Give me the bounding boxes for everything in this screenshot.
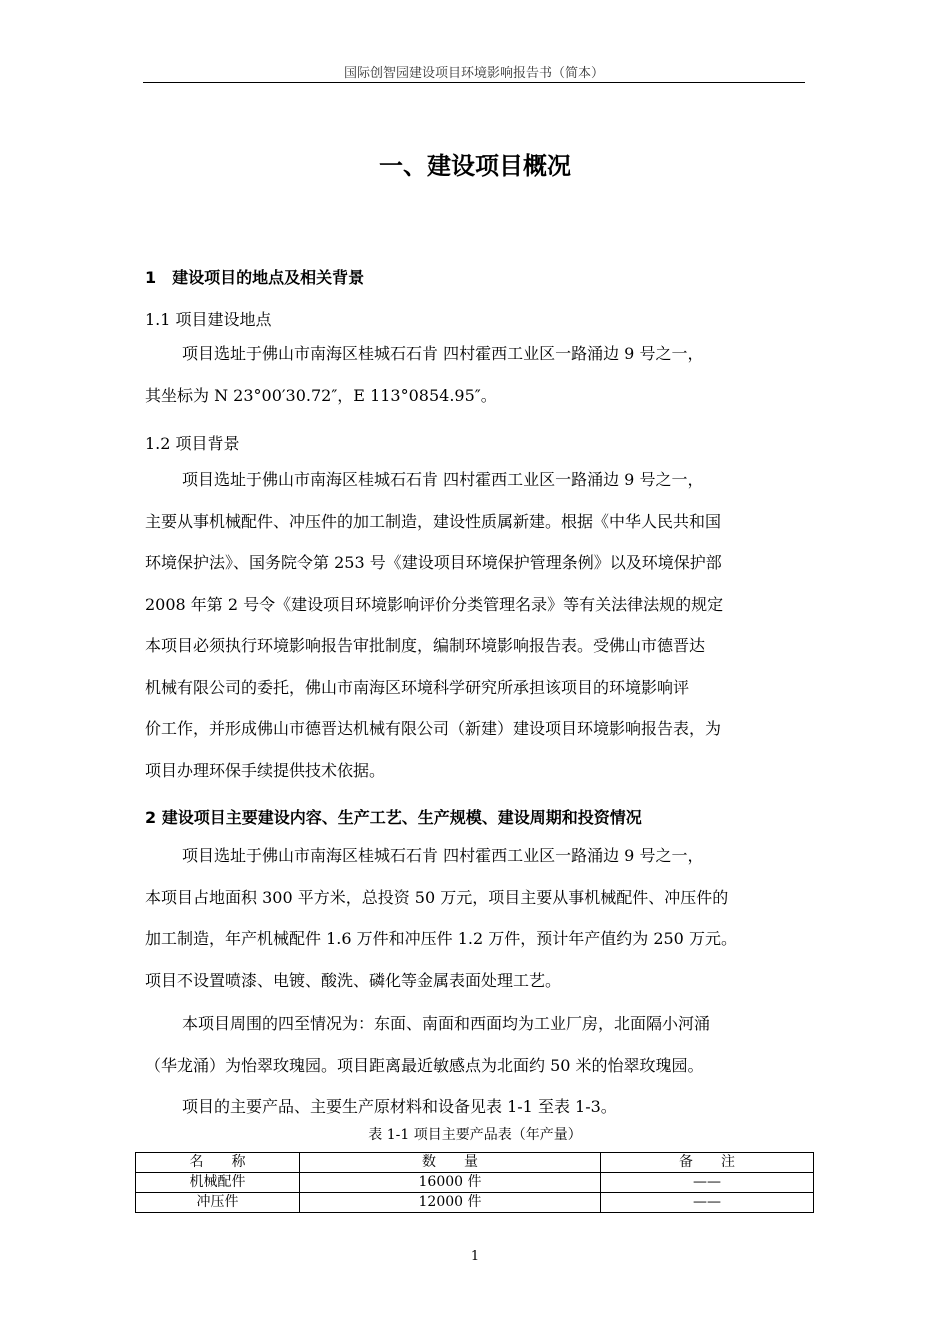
text-line: 2008 年第 2 号令《建设项目环境影响评价分类管理名录》等有关法律法规的规定 xyxy=(145,594,724,614)
text-line: 加工制造，年产机械配件 1.6 万件和冲压件 1.2 万件，预计年产值约为 250 万元。 xyxy=(145,929,737,948)
table-row xyxy=(136,1193,814,1213)
text-line: 环境保护法》、国务院令第 253 号《建设项目环境保护管理条例》以及环境保护部 xyxy=(145,553,722,572)
text-line: 项目选址于佛山市南海区桂城石石肯 四村霍西工业区一路涌边 9 号之一， xyxy=(182,344,704,363)
table-cell: 冲压件 xyxy=(136,1193,300,1213)
text-line: 项目选址于佛山市南海区桂城石石肯 四村霍西工业区一路涌边 9 号之一， xyxy=(182,470,704,489)
text-line: 项目的主要产品、主要生产原材料和设备见表 1-1 至表 1-3。 xyxy=(182,1097,617,1116)
paragraph-scale xyxy=(145,835,807,1001)
table-row xyxy=(136,1173,814,1193)
product-table xyxy=(135,1152,814,1213)
paragraph-location xyxy=(145,333,807,416)
text-line: 本项目必须执行环境影响报告审批制度，编制环境影响报告表。受佛山市德晋达 xyxy=(145,636,706,655)
column-header: 数 量 xyxy=(300,1153,601,1173)
paragraph-surroundings xyxy=(145,1003,807,1086)
column-header: 备 注 xyxy=(601,1153,814,1173)
table-cell: —— xyxy=(601,1193,814,1213)
text-line: 本项目占地面积 300 平方米，总投资 50 万元，项目主要从事机械配件、冲压件的 xyxy=(145,887,729,907)
text-line: 机械有限公司的委托，佛山市南海区环境科学研究所承担该项目的环境影响评 xyxy=(145,677,690,697)
subsection-heading-1-1: 1.1 项目建设地点 xyxy=(145,310,272,329)
page-number: 1 xyxy=(470,1249,480,1264)
text-line: 主要从事机械配件、冲压件的加工制造，建设性质属新建。根据《中华人民共和国 xyxy=(145,511,722,531)
table-cell: 12000 件 xyxy=(300,1193,601,1213)
paragraph-table-reference xyxy=(145,1086,807,1128)
section-heading-2: 2 建设项目主要建设内容、生产工艺、生产规模、建设周期和投资情况 xyxy=(145,808,642,827)
subsection-heading-1-2: 1.2 项目背景 xyxy=(145,434,240,453)
text-line: 其坐标为 N 23°00′30.72″，E 113°0854.95″。 xyxy=(145,385,497,405)
text-line: 价工作，并形成佛山市德晋达机械有限公司（新建）建设项目环境影响报告表，为 xyxy=(145,719,722,738)
table-cell: 16000 件 xyxy=(300,1173,601,1193)
table-cell: 机械配件 xyxy=(136,1173,300,1193)
table-caption: 表 1-1 项目主要产品表（年产量） xyxy=(368,1127,582,1143)
text-line: 本项目周围的四至情况为：东面、南面和西面均为工业厂房，北面隔小河涌 xyxy=(182,1014,711,1033)
chapter-title: 一、建设项目概况 xyxy=(379,152,571,180)
column-header: 名 称 xyxy=(136,1153,300,1173)
table-cell: —— xyxy=(601,1173,814,1193)
table-header-row xyxy=(136,1153,814,1173)
text-line: （华龙涌）为怡翠玫瑰园。项目距离最近敏感点为北面约 50 米的怡翠玫瑰园。 xyxy=(145,1055,704,1075)
header-rule xyxy=(143,82,805,83)
section-heading-1: 1 建设项目的地点及相关背景 xyxy=(145,268,365,287)
text-line: 项目选址于佛山市南海区桂城石石肯 四村霍西工业区一路涌边 9 号之一， xyxy=(182,846,704,865)
paragraph-background xyxy=(145,459,807,791)
text-line: 项目不设置喷漆、电镀、酸洗、磷化等金属表面处理工艺。 xyxy=(145,970,562,990)
text-line: 项目办理环保手续提供技术依据。 xyxy=(145,760,386,780)
running-header: 国际创智园建设项目环境影响报告书（简本） xyxy=(343,66,604,81)
